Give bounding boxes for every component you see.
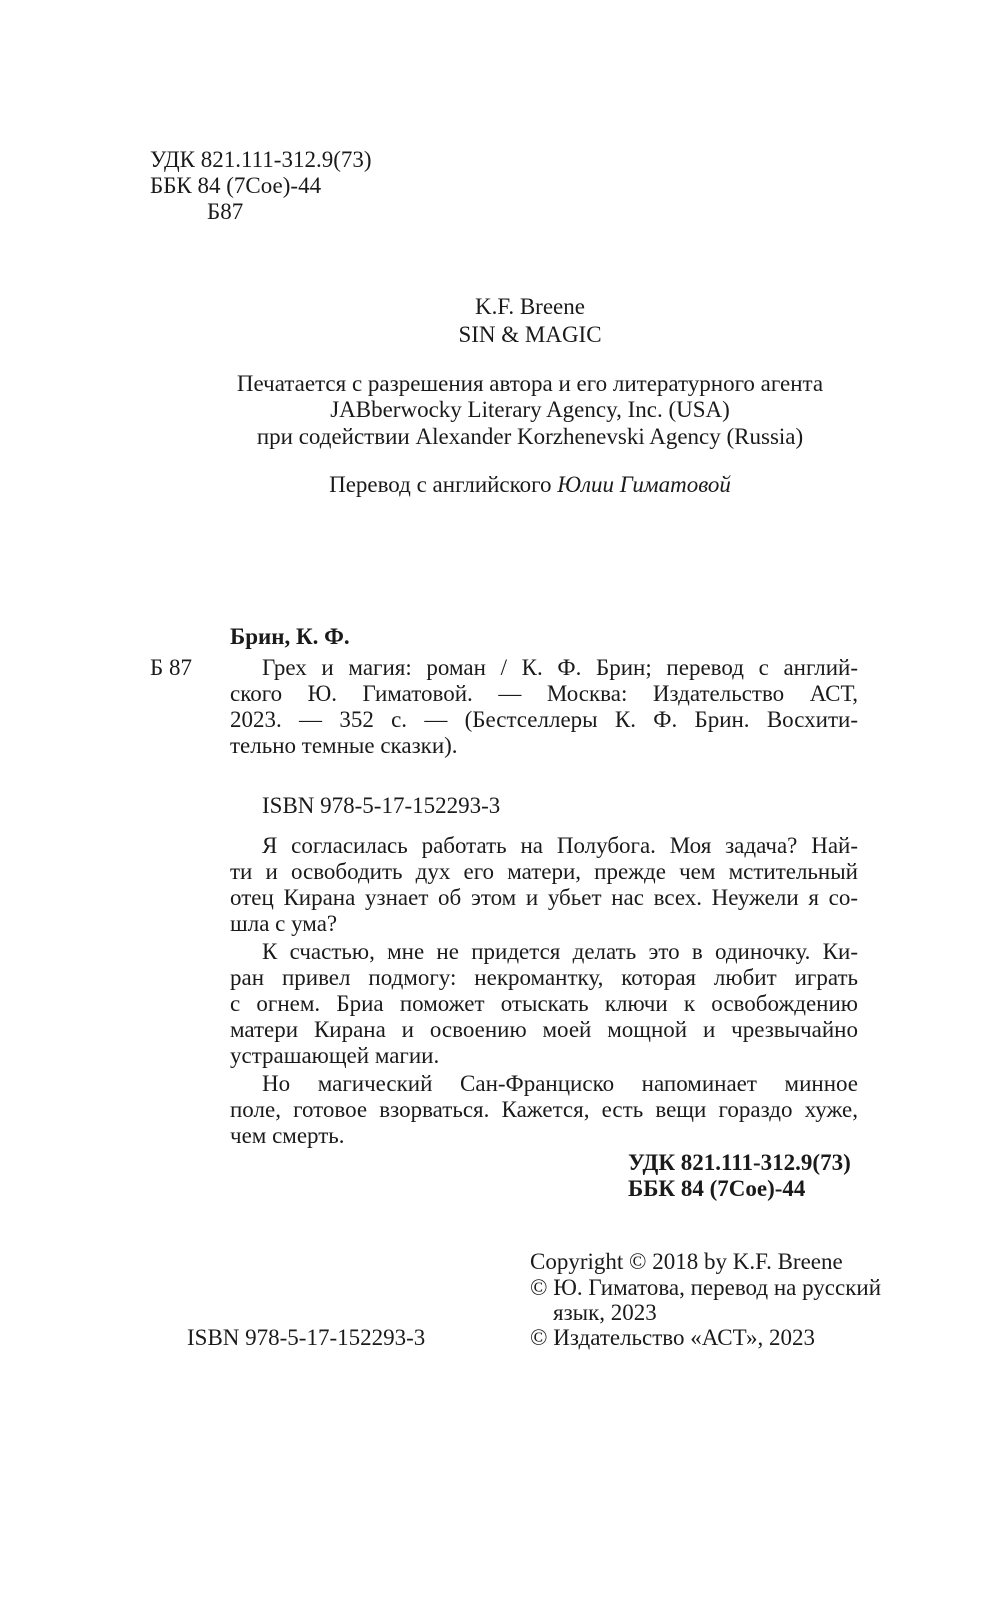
copyright-line: © Ю. Гиматова, перевод на русский (530, 1275, 882, 1300)
annotation-line: матери Кирана и освоению моей мощной и чрезвычайно (230, 1017, 858, 1042)
annotation-line: ран привел подмогу: некромантку, которая любит играть (230, 965, 858, 990)
copyright-line: © Издательство «АСТ», 2023 (530, 1325, 816, 1350)
annotation-line: ти и освободить дух его матери, прежде чем мстительный (230, 859, 858, 884)
annotation-line: Но магический Сан-Франциско напоминает минное (262, 1071, 858, 1096)
catalog-isbn: ISBN 978-5-17-152293-3 (262, 793, 501, 818)
catalog-line: ского Ю. Гиматовой. — Москва: Издательство АСТ, (230, 681, 858, 706)
catalog-mark: Б 87 (150, 655, 192, 680)
annotation-line: шла с ума? (230, 911, 338, 936)
catalog-author-heading: Брин, К. Ф. (230, 624, 350, 649)
annotation-line: Я согласилась работать на Полубога. Моя задача? Най- (262, 833, 858, 858)
annotation-line: чем смерть. (230, 1123, 345, 1148)
copyright-line: Copyright © 2018 by K.F. Breene (530, 1249, 843, 1274)
translation-prefix: Перевод с английского (329, 472, 558, 497)
translation-credit (230, 472, 830, 498)
catalog-line: 2023. — 352 с. — (Бестселлеры К. Ф. Брин. Восхити- (230, 707, 858, 732)
original-author: K.F. Breene (475, 294, 585, 319)
original-title: SIN & MAGIC (458, 322, 602, 347)
annotation-line: К счастью, мне не придется делать это в одиночку. Ки- (262, 939, 858, 964)
permission-line: Печатается с разрешения автора и его литературного агента (236, 371, 824, 396)
footer-udk-code: УДК 821.111-312.9(73) (628, 1150, 851, 1175)
annotation-line: с огнем. Бриа поможет отыскать ключи к освобождению (230, 991, 858, 1016)
annotation-line: устрашающей магии. (230, 1043, 440, 1068)
permission-line: JABberwocky Literary Agency, Inc. (USA) (330, 397, 730, 422)
permission-line: при содействии Alexander Korzhenevski Agency (Russia) (256, 424, 804, 449)
footer-bbk-code: ББК 84 (7Сое)-44 (628, 1176, 806, 1201)
catalog-line: Грех и магия: роман / К. Ф. Брин; перевод с англий- (262, 655, 858, 680)
annotation-line: отец Кирана узнает об этом и убьет нас всех. Неужели я со- (230, 885, 858, 910)
annotation-line: поле, готовое взорваться. Кажется, есть вещи гораздо хуже, (230, 1097, 858, 1122)
author-mark: Б87 (207, 199, 244, 224)
copyright-line: язык, 2023 (553, 1300, 657, 1325)
catalog-line: тельно темные сказки). (230, 733, 458, 758)
bbk-code: ББК 84 (7Сое)-44 (150, 173, 322, 198)
udk-code: УДК 821.111-312.9(73) (150, 147, 372, 172)
isbn-bottom: ISBN 978-5-17-152293-3 (187, 1325, 426, 1350)
translator-name: Юлии Гиматовой (557, 472, 731, 497)
